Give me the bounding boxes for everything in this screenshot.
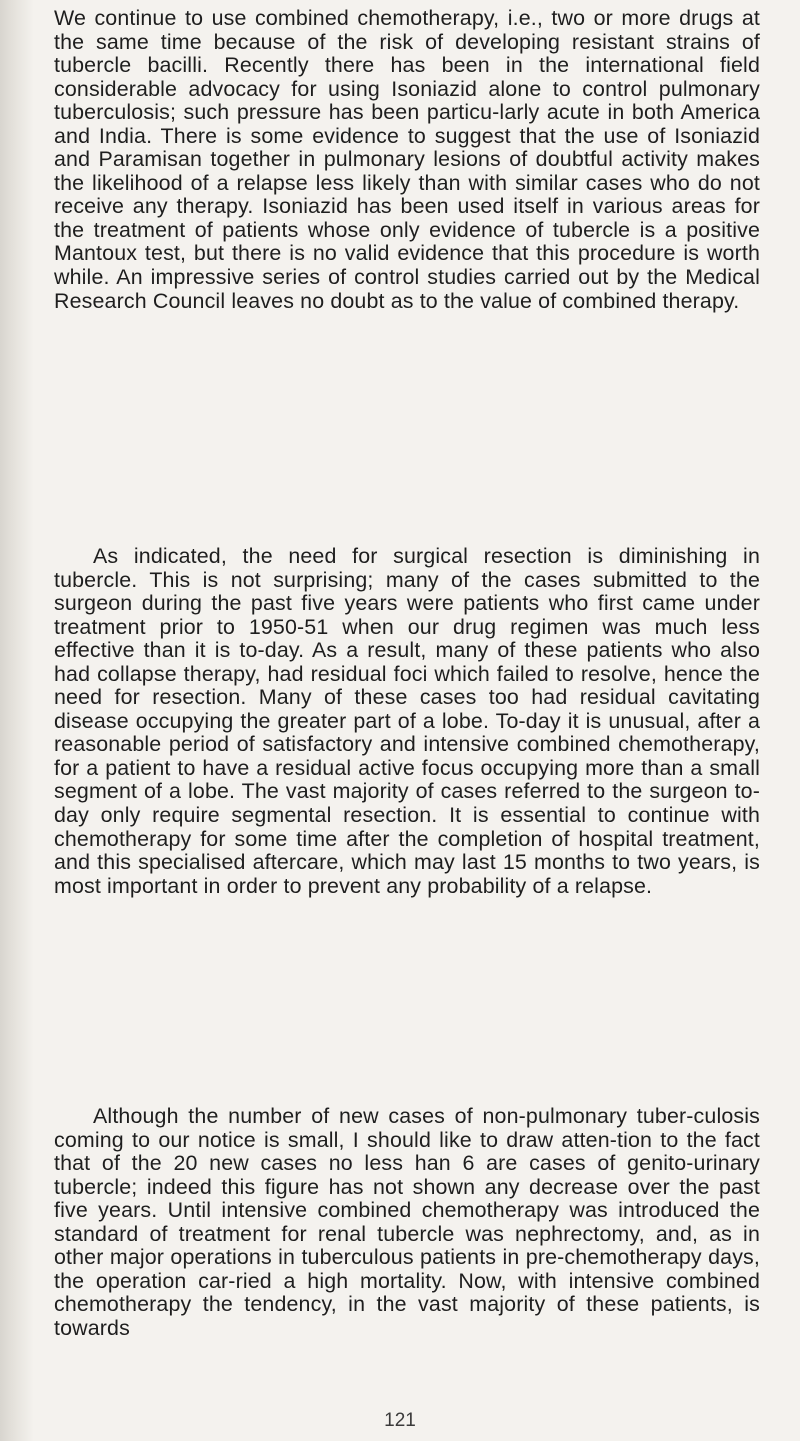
paragraph-surgical-resection: As indicated, the need for surgical resection is diminishing in tubercle. This is not surprising; many of the cases submitted to the surgeon during the past five years were patients who first came under treatment prior to 1950-51 when our drug regimen was much less effective than it is to-day. As a result, many of these patients who also had collapse therapy, had residual foci which failed to resolve, hence the need for resection. Many of these cases too had residual cavitating disease occupying the greater part of a lobe. To-day it is unusual, after a reasonable period of satisfactory and intensive combined chemotherapy, for a patient to have a residual active focus occupying more than a small segment of a lobe. The vast majority of cases referred to the surgeon to-day only require segmental resection. It is essential to continue with chemotherapy for some time after the completion of hospital treatment, and this specialised aftercare, which may last 15 months to two years, is most important in order to prevent any probability of a relapse. — [54, 544, 760, 898]
paragraph-non-pulmonary-tuberculosis: Although the number of new cases of non-pulmonary tuber-culosis coming to our notice is small, I should like to draw atten-tion to the fact that of the 20 new cases no less han 6 are cases of genito-urinary tubercle; indeed this figure has not shown any decrease over the past five years. Until intensive combined chemotherapy was introduced the standard of treatment for renal tubercle was nephrectomy, and, as in other major operations in tuberculous patients in pre-chemotherapy days, the operation car-ried a high mortality. Now, with intensive combined chemotherapy the tendency, in the vast majority of these patients, is towards — [54, 1104, 760, 1340]
page-number: 121 — [384, 1410, 416, 1431]
paragraph-combined-chemotherapy: We continue to use combined chemotherapy, i.e., two or more drugs at the same time because of the risk of developing resistant strains of tubercle bacilli. Recently there has been in the international field considerable advocacy for using Isoniazid alone to control pulmonary tuberculosis; such pressure has been particu-larly acute in both America and India. There is some evidence to suggest that the use of Isoniazid and Paramisan together in pulmonary lesions of doubtful activity makes the likelihood of a relapse less likely than with similar cases who do not receive any therapy. Isoniazid has been used itself in various areas for the treatment of patients whose only evidence of tubercle is a positive Mantoux test, but there is no valid evidence that this procedure is worth while. An impressive series of control studies carried out by the Medical Research Council leaves no doubt as to the value of combined therapy. — [54, 6, 760, 313]
